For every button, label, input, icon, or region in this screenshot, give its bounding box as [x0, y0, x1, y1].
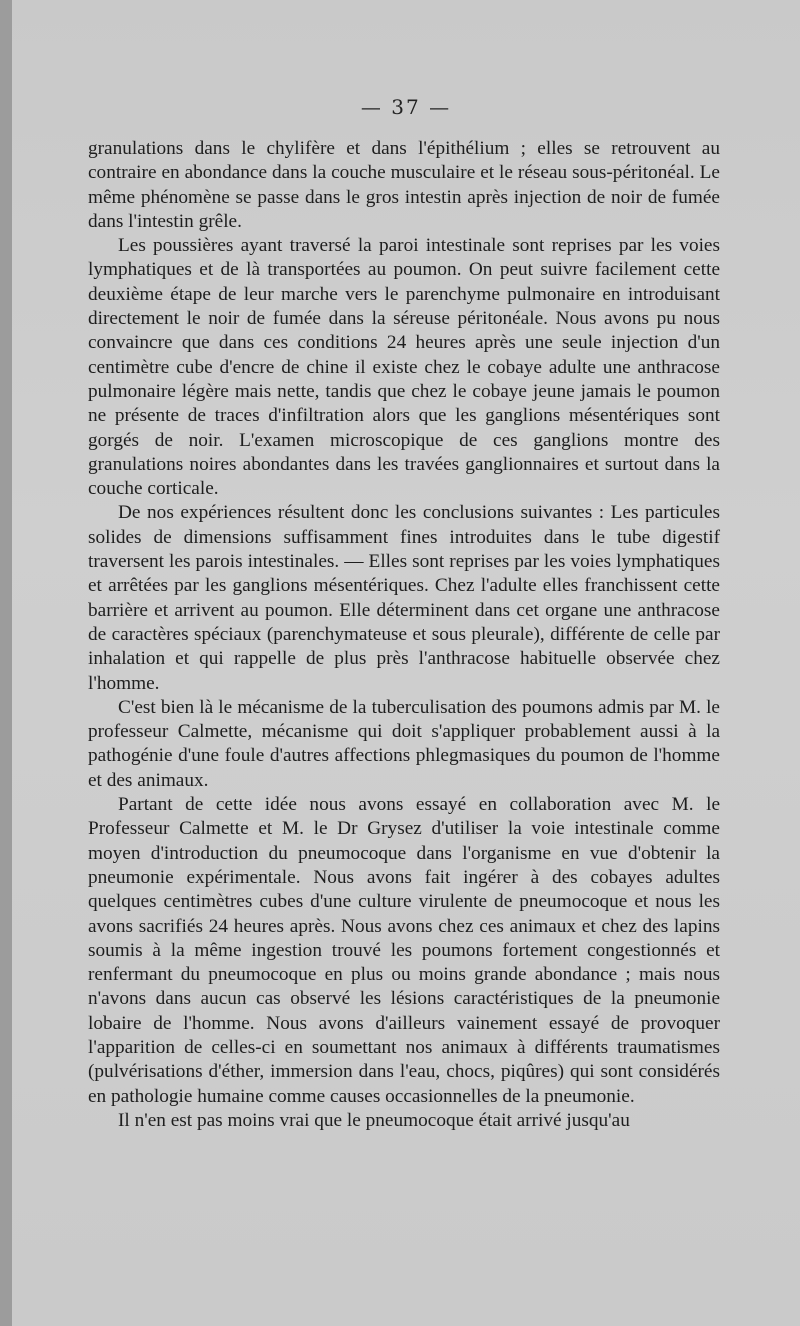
paragraph-lymphatic-transport: Les poussières ayant traversé la paroi intestinale sont reprises par les voies lymphatiques et de là transportées au poumon. On peut suivre facilement cette deuxième étape de leur marche vers le parenchyme pulmonaire en introduisant directement le noir de fumée dans la séreuse péritonéale. Nous avons pu nous convaincre que dans ces conditions 24 heures après une seule injection d'un centimètre cube d'encre de chine il existe chez le cobaye adulte une anthracose pulmonaire légère mais nette, tandis que chez le cobaye jeune jamais le poumon ne présente de traces d'infiltration alors que les ganglions mésentériques sont gorgés de noir. L'examen microscopique de ces ganglions montre des granulations noires abondantes dans les travées ganglionnaires et surtout dans la couche corticale. — [88, 235, 720, 500]
paragraph-conclusions: De nos expériences résultent donc les conclusions suivantes : Les particules solides de dimensions suffisamment fines introduites dans le tube digestif traversent les parois intestinales. — Elles sont reprises par les voies lymphatiques et arrêtées par les ganglions mésentériques. Chez l'adulte elles franchissent cette barrière et arrivent au poumon. Elle déterminent dans cet organe une anthracose de caractères spéciaux (parenchymateuse et sous pleurale), différente de celle par inhalation et qui rappelle de plus près l'anthracose habituelle observée chez l'homme. — [88, 502, 720, 694]
book-page — [12, 0, 800, 1326]
page-number: — 37 — — [360, 95, 452, 119]
paragraph-final: Il n'en est pas moins vrai que le pneumocoque était arrivé jusqu'au — [118, 1109, 630, 1131]
body-text — [88, 137, 720, 1133]
paragraph-mechanism: C'est bien là le mécanisme de la tuberculisation des poumons admis par M. le professeur Calmette, mécanisme qui doit s'appliquer probablement aussi à la pathogénie d'une foule d'autres affections phlegmasiques du poumon de l'homme et des animaux. — [88, 696, 720, 791]
paragraph-pneumococcus-experiment: Partant de cette idée nous avons essayé en collaboration avec M. le Professeur Calmette et M. le Dr Grysez d'utiliser la voie intestinale comme moyen d'introduction du pneumocoque dans l'organisme en vue d'obtenir la pneumonie expérimentale. Nous avons fait ingérer à des cobayes adultes quelques centimètres cubes d'une culture virulente de pneumocoque et nous les avons sacrifiés 24 heures après. Nous avons chez ces animaux et chez des lapins soumis à la même ingestion trouvé les poumons fortement congestionnés et renfermant du pneumocoque en plus ou moins grande abondance ; mais nous n'avons dans aucun cas observé les lésions caractéristiques de la pneumonie lobaire de l'homme. Nous avons d'ailleurs vainement essayé de provoquer l'apparition de celles-ci en soumettant nos animaux à différents traumatismes (pulvérisations d'éther, immersion dans l'eau, chocs, piqûres) qui sont considérés en pathologie humaine comme causes occasionnelles de la pneumonie. — [88, 794, 720, 1107]
scan-edge — [0, 0, 12, 1326]
paragraph-continued: granulations dans le chylifère et dans l'épithélium ; elles se retrouvent au contraire en abondance dans la couche musculaire et le réseau sous-péritonéal. Le même phénomène se passe dans le gros intestin après injection de noir de fumée dans l'intestin grêle. — [88, 138, 720, 232]
